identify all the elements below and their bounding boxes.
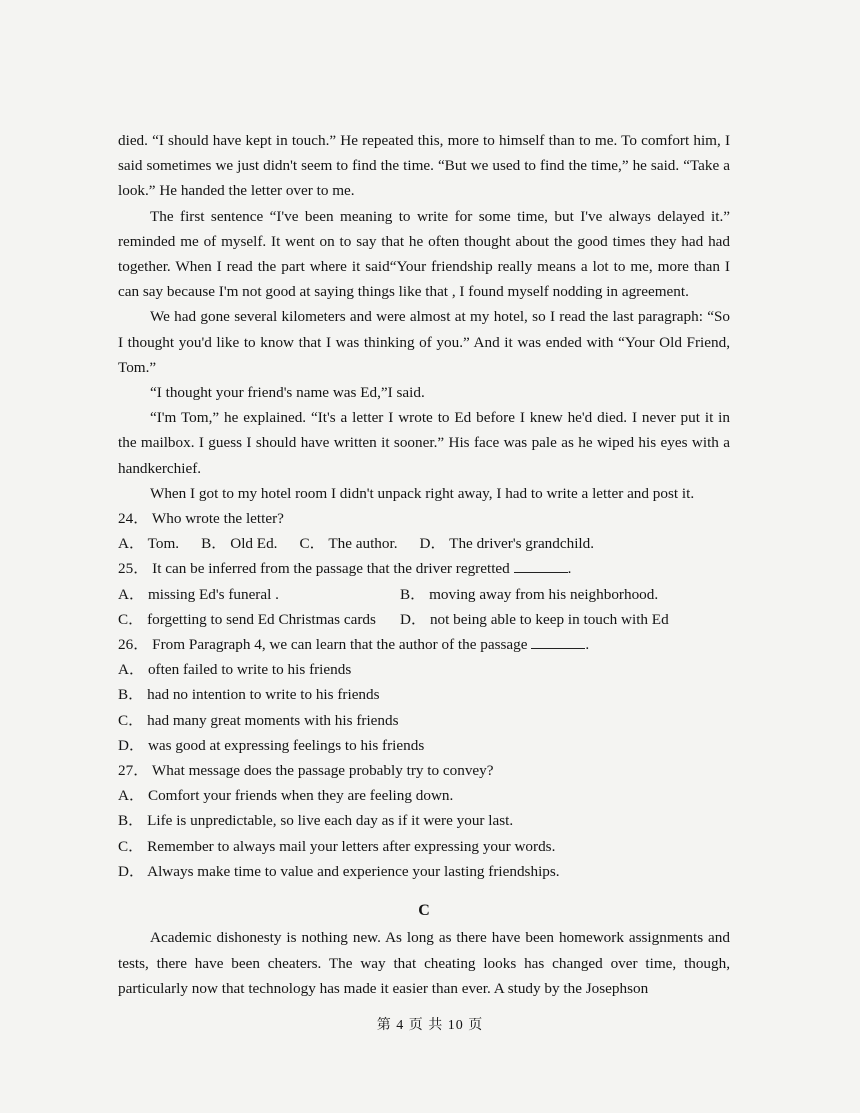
option-c: C． forgetting to send Ed Christmas cards [118,610,376,628]
question-stem [118,556,730,581]
option-row [118,531,730,556]
option-b: B． moving away from his neighborhood. [400,585,659,603]
question-stem-text: 25． It can be inferred from the passage that the driver regretted [118,560,510,578]
section-title: C [418,902,430,920]
option-d: D． Always make time to value and experience your lasting friendships. [118,862,560,880]
question-stem [118,632,730,657]
option-c: C． The author. [299,535,398,553]
question-stem: 27． What message does the passage probably try to convey? [118,762,494,780]
option-c: C． Remember to always mail your letters after expressing your words. [118,837,556,855]
passage-paragraph: We had gone several kilometers and were almost at my hotel, so I read the last paragraph: “So I thought you'd like to know that I was thinking of you.” And it was ended with “Your Old Friend, Tom.” [118,308,730,376]
passage-paragraph: Academic dishonesty is nothing new. As long as there have been homework assignments and tests, there have been cheaters. The way that cheating looks has changed over time, though, particularly now that technology has made it easier than ever. A study by the Josephson [118,929,730,997]
option-a: A． missing Ed's funeral . [118,585,279,603]
passage-paragraph: died. “I should have kept in touch.” He repeated this, more to himself than to me. To comfort him, I said sometimes we just didn't seem to find the time. “But we used to find the time,” he said. “Take a look.” He handed the letter over to me. [118,132,730,200]
question-stem-end: . [585,636,590,654]
question-stem-text: 26． From Paragraph 4, we can learn that the author of the passage [118,636,528,654]
question-24 [118,506,730,556]
question-25 [118,556,730,632]
option-b: B． had no intention to write to his friends [118,686,380,704]
passage-paragraph: “I thought your friend's name was Ed,”I said. [150,384,425,402]
passage-paragraph: When I got to my hotel room I didn't unpack right away, I had to write a letter and post it. [150,484,695,502]
page-number: 第 4 页 共 10 页 [376,1018,484,1033]
answer-blank [514,558,568,573]
option-b: B． Old Ed. [201,535,278,553]
answer-blank [531,634,585,649]
question-27 [118,758,730,884]
passage-paragraph: The first sentence “I've been meaning to write for some time, but I've always delayed it.” reminded me of myself. It went on to say that he often thought about the good times they had had together. When I read the part where it said“Your friendship really means a lot to me, more than I can say because I'm not good at saying things like that , I found myself nodding in agreement. [118,207,730,301]
option-a: A． Tom. [118,535,180,553]
passage-paragraph: “I'm Tom,” he explained. “It's a letter I wrote to Ed before I knew he'd died. I never put it in the mailbox. I guess I should have written it sooner.” His face was pale as he wiped his eyes with a handkerchief. [118,409,730,477]
option-a: A． often failed to write to his friends [118,661,352,679]
option-d: D． not being able to keep in touch with Ed [400,610,669,628]
option-d: D． was good at expressing feelings to his friends [118,736,425,754]
exam-page [118,128,730,1001]
option-d: D． The driver's grandchild. [419,535,595,553]
option-b: B． Life is unpredictable, so live each day as if it were your last. [118,812,514,830]
option-a: A． Comfort your friends when they are feeling down. [118,787,454,805]
question-26 [118,632,730,758]
option-row [118,582,730,607]
option-c: C． had many great moments with his friends [118,711,399,729]
question-stem-end: . [567,560,572,578]
option-row [118,607,730,632]
question-stem: 24． Who wrote the letter? [118,510,284,528]
